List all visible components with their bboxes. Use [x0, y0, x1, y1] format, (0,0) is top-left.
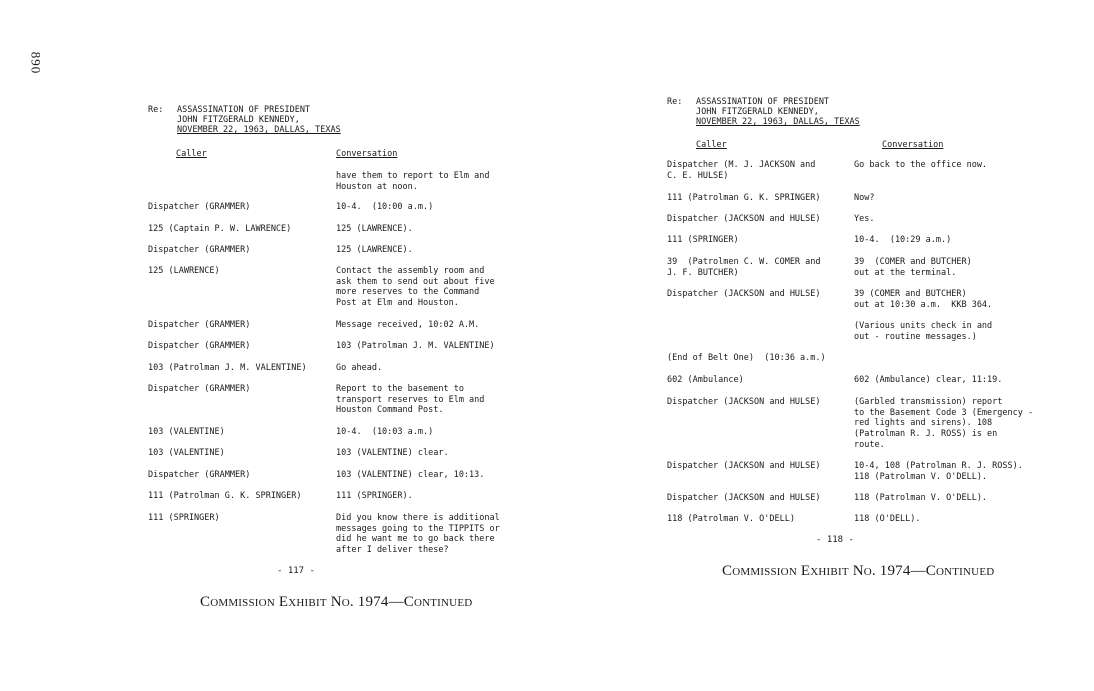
side-page-number: 890	[28, 51, 44, 75]
conversation-text: Contact the assembly room and ask them to send out about five more reserves to the Command Post at Elm and Houston.	[336, 266, 495, 309]
re-label: Re:	[148, 105, 164, 115]
conversation-text: Now?	[854, 193, 875, 203]
conversation-text: (Garbled transmission) report to the Basement Code 3 (Emergency - red lights and sirens). 108 (Patrolman R. J. ROSS) is en route.	[854, 397, 1034, 450]
conversation-text: 39 (COMER and BUTCHER) out at 10:30 a.m. KKB 364.	[854, 289, 993, 310]
caller-text: Dispatcher (GRAMMER)	[148, 202, 251, 212]
conversation-text: 10-4. (10:03 a.m.)	[336, 427, 434, 437]
caller-text: 125 (Captain P. W. LAWRENCE)	[148, 224, 292, 234]
conversation-text: 103 (VALENTINE) clear.	[336, 448, 449, 458]
conversation-header: Conversation	[336, 149, 398, 159]
conversation-text: 10-4. (10:00 a.m.)	[336, 202, 434, 212]
caller-text: Dispatcher (JACKSON and HULSE)	[667, 397, 821, 407]
conversation-text: 10-4, 108 (Patrolman R. J. ROSS). 118 (Patrolman V. O'DELL).	[854, 461, 1023, 482]
caller-text: Dispatcher (JACKSON and HULSE)	[667, 493, 821, 503]
caller-text: Dispatcher (M. J. JACKSON and C. E. HULSE)	[667, 160, 816, 181]
conversation-text: have them to report to Elm and Houston at noon.	[336, 171, 490, 192]
conversation-text: (Various units check in and out - routine messages.)	[854, 321, 993, 342]
conversation-text: 111 (SPRINGER).	[336, 491, 413, 501]
conversation-text: Go ahead.	[336, 363, 383, 373]
conversation-text: 39 (COMER and BUTCHER) out at the terminal.	[854, 257, 972, 278]
exhibit-caption: Commission Exhibit No. 1974—Continued	[200, 594, 473, 610]
re-line: JOHN FITZGERALD KENNEDY,	[177, 115, 300, 125]
conversation-text: Message received, 10:02 A.M.	[336, 320, 480, 330]
caller-text: 111 (Patrolman G. K. SPRINGER)	[667, 193, 821, 203]
caller-text: Dispatcher (JACKSON and HULSE)	[667, 461, 821, 471]
caller-text: 111 (SPRINGER)	[667, 235, 739, 245]
caller-text: 118 (Patrolman V. O'DELL)	[667, 514, 795, 524]
caller-header: Caller	[176, 149, 207, 159]
re-line: ASSASSINATION OF PRESIDENT	[696, 97, 830, 107]
conversation-text: Go back to the office now.	[854, 160, 988, 170]
conversation-text: Did you know there is additional messages going to the TIPPITS or did he want me to go back there after I deliver these?	[336, 513, 500, 556]
caller-text: 103 (VALENTINE)	[148, 448, 225, 458]
caller-text: Dispatcher (GRAMMER)	[148, 470, 251, 480]
exhibit-caption: Commission Exhibit No. 1974—Continued	[722, 563, 995, 579]
re-line: JOHN FITZGERALD KENNEDY,	[696, 107, 819, 117]
caller-text: 602 (Ambulance)	[667, 375, 744, 385]
conversation-text: 103 (VALENTINE) clear, 10:13.	[336, 470, 485, 480]
caller-text: Dispatcher (JACKSON and HULSE)	[667, 289, 821, 299]
re-line: NOVEMBER 22, 1963, DALLAS, TEXAS	[696, 117, 860, 127]
conversation-text: Yes.	[854, 214, 875, 224]
conversation-text: 125 (LAWRENCE).	[336, 245, 413, 255]
conversation-text: 602 (Ambulance) clear, 11:19.	[854, 375, 1003, 385]
caller-text: 111 (Patrolman G. K. SPRINGER)	[148, 491, 302, 501]
conversation-text: 125 (LAWRENCE).	[336, 224, 413, 234]
page-number: - 117 -	[277, 566, 315, 576]
conversation-text: 103 (Patrolman J. M. VALENTINE)	[336, 341, 495, 351]
caller-text: Dispatcher (GRAMMER)	[148, 341, 251, 351]
caller-text: 103 (VALENTINE)	[148, 427, 225, 437]
re-label: Re:	[667, 97, 683, 107]
caller-text: (End of Belt One) (10:36 a.m.)	[667, 353, 826, 363]
caller-text: 103 (Patrolman J. M. VALENTINE)	[148, 363, 307, 373]
caller-text: Dispatcher (JACKSON and HULSE)	[667, 214, 821, 224]
conversation-header: Conversation	[882, 140, 944, 150]
caller-header: Caller	[696, 140, 727, 150]
conversation-text: 118 (Patrolman V. O'DELL).	[854, 493, 988, 503]
re-line: NOVEMBER 22, 1963, DALLAS, TEXAS	[177, 125, 341, 135]
conversation-text: 118 (O'DELL).	[854, 514, 921, 524]
re-line: ASSASSINATION OF PRESIDENT	[177, 105, 311, 115]
caller-text: 39 (Patrolmen C. W. COMER and J. F. BUTCHER)	[667, 257, 821, 278]
caller-text: Dispatcher (GRAMMER)	[148, 384, 251, 394]
page-number: - 118 -	[816, 535, 854, 545]
caller-text: Dispatcher (GRAMMER)	[148, 320, 251, 330]
conversation-text: 10-4. (10:29 a.m.)	[854, 235, 952, 245]
conversation-text: Report to the basement to transport reserves to Elm and Houston Command Post.	[336, 384, 485, 416]
caller-text: 111 (SPRINGER)	[148, 513, 220, 523]
caller-text: Dispatcher (GRAMMER)	[148, 245, 251, 255]
caller-text: 125 (LAWRENCE)	[148, 266, 220, 276]
